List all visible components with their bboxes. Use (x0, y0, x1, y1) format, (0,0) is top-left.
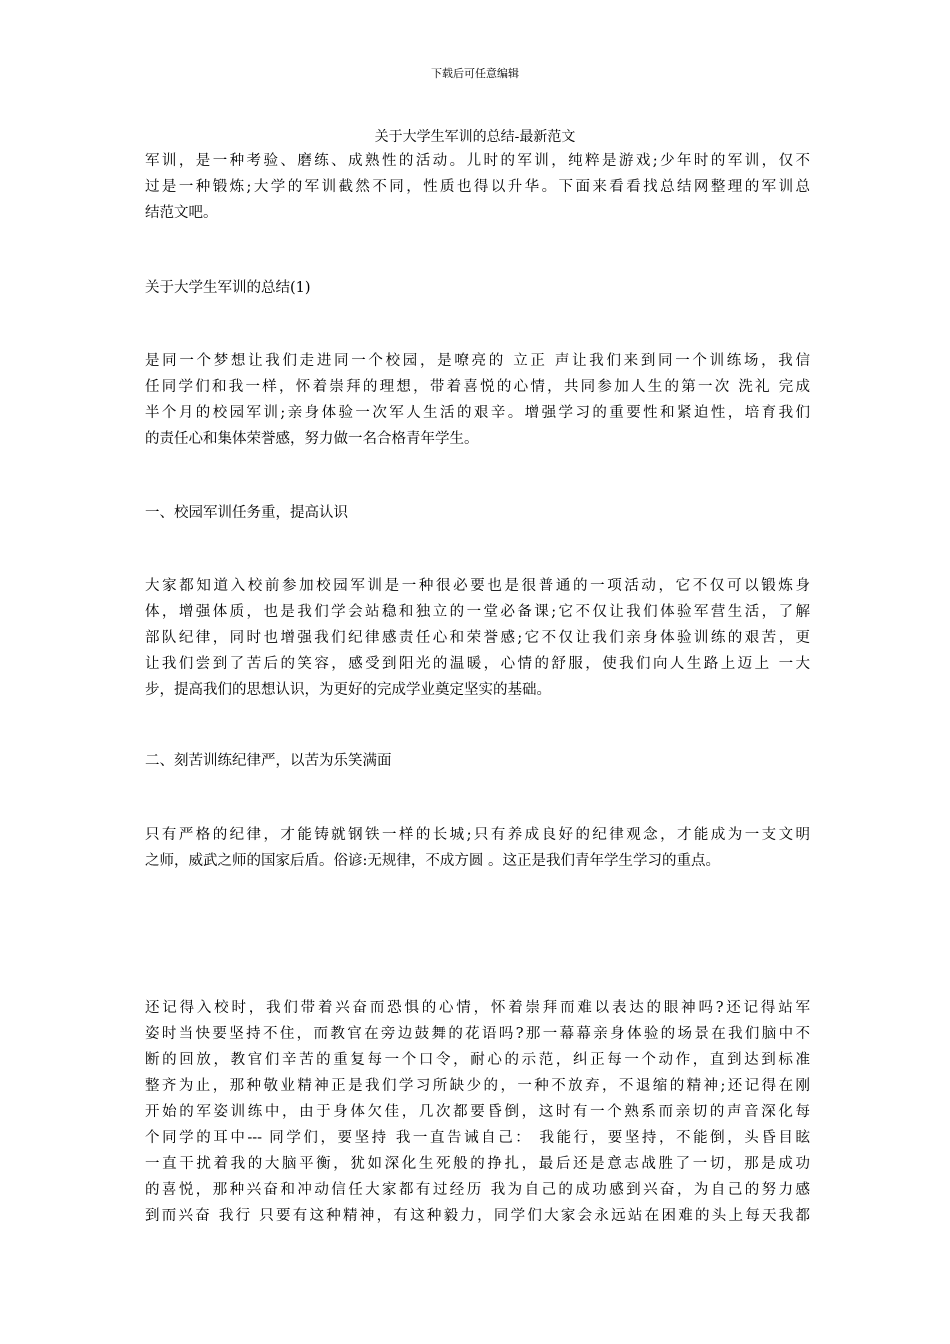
paragraph-line: 部队纪律，同时也增强我们纪律感责任心和荣誉感;它不仅让我们亲身体验训练的艰苦，更 (145, 630, 810, 646)
paragraph-line: 让我们尝到了苦后的笑容，感受到阳光的温暖，心情的舒服，使我们向人生路上迈上 一大 (145, 656, 810, 672)
heading-2: 二、刻苦训练纪律严，以苦为乐笑满面 (145, 753, 392, 769)
paragraph-line: 断的回放，教官们辛苦的重复每一个口令，耐心的示范，纠正每一个动作，直到达到标准 (145, 1052, 810, 1068)
paragraph-line: 开始的军姿训练中，由于身体欠佳，几次都要昏倒，这时有一个熟系而亲切的声音深化每 (145, 1104, 810, 1120)
paragraph-line: 的责任心和集体荣誉感，努力做一名合格青年学生。 (145, 431, 479, 447)
paragraph-line: 体，增强体质，也是我们学会站稳和独立的一堂必备课;它不仅让我们体验军营生活，了解 (145, 604, 810, 620)
paragraph-line: 一直干扰着我的大脑平衡，犹如深化生死般的挣扎，最后还是意志战胜了一切，那是成功 (145, 1156, 810, 1172)
paragraph-line: 还记得入校时，我们带着兴奋而恐惧的心情，怀着崇拜而难以表达的眼神吗?还记得站军 (145, 1000, 810, 1016)
heading-1: 一、校园军训任务重，提高认识 (145, 505, 348, 521)
paragraph-2 (145, 573, 810, 703)
header-note: 下载后可任意编辑 (431, 67, 519, 80)
paragraph-line: 的喜悦，那种兴奋和冲动信任大家都有过经历 我为自己的成功感到兴奋，为自己的努力感 (145, 1182, 810, 1198)
paragraph-line: 任同学们和我一样，怀着崇拜的理想，带着喜悦的心情，共同参加人生的第一次 洗礼 完成 (145, 379, 810, 395)
intro-line: 结范文吧。 (145, 205, 218, 221)
document-title: 关于大学生军训的总结-最新范文 (374, 129, 576, 145)
intro-paragraph (145, 148, 810, 226)
paragraph-line: 姿时当快要坚持不住，而教官在旁边鼓舞的花语吗?那一幕幕亲身体验的场景在我们脑中不 (145, 1026, 810, 1042)
paragraph-line: 到而兴奋 我行 只要有这种精神，有这种毅力，同学们大家会永远站在困难的头上每天我都 (145, 1208, 810, 1224)
paragraph-3 (145, 822, 810, 874)
paragraph-line: 之师，威武之师的国家后盾。俗谚:无规律，不成方圆 。这正是我们青年学生学习的重点。 (145, 853, 720, 869)
intro-line: 过是一种锻炼;大学的军训截然不同，性质也得以升华。下面来看看找总结网整理的军训总 (145, 179, 810, 195)
paragraph-line: 个同学的耳中--- 同学们，要坚持 我一直告诫自己： 我能行，要坚持，不能倒，头昏目眩 (145, 1130, 810, 1146)
paragraph-4 (145, 995, 810, 1229)
paragraph-line: 整齐为止，那种敬业精神正是我们学习所缺少的，一种不放弃，不退缩的精神;还记得在刚 (145, 1078, 810, 1094)
paragraph-1 (145, 348, 810, 452)
paragraph-line: 步，提高我们的思想认识，为更好的完成学业奠定坚实的基础。 (145, 682, 551, 698)
section-title: 关于大学生军训的总结(1) (145, 280, 311, 296)
intro-line: 军训，是一种考验、磨练、成熟性的活动。儿时的军训，纯粹是游戏;少年时的军训，仅不 (145, 153, 810, 169)
paragraph-line: 只有严格的纪律，才能铸就钢铁一样的长城;只有养成良好的纪律观念，才能成为一支文明 (145, 827, 810, 843)
paragraph-line: 半个月的校园军训;亲身体验一次军人生活的艰辛。增强学习的重要性和紧迫性，培育我们 (145, 405, 810, 421)
paragraph-line: 是同一个梦想让我们走进同一个校园，是嘹亮的 立正 声让我们来到同一个训练场，我信 (145, 353, 810, 369)
paragraph-line: 大家都知道入校前参加校园军训是一种很必要也是很普通的一项活动，它不仅可以锻炼身 (145, 578, 810, 594)
